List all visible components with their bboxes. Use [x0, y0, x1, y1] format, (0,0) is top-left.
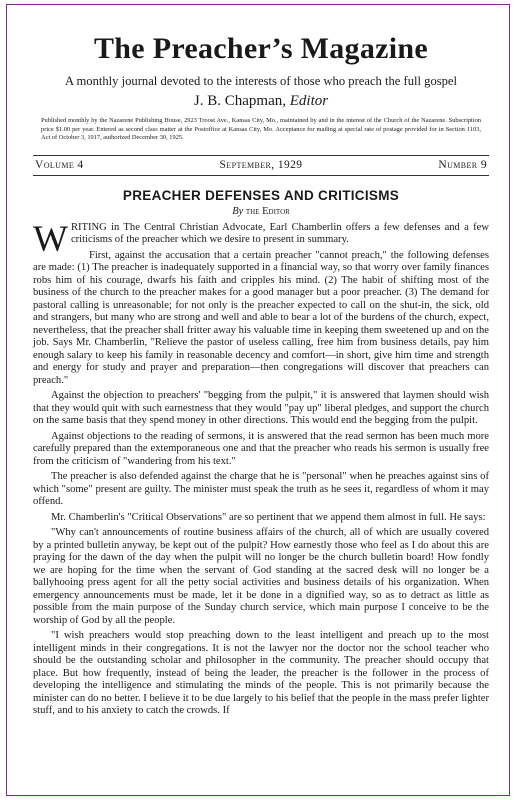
magazine-page	[6, 4, 510, 796]
article-title: PREACHER DEFENSES AND CRITICISMS	[122, 187, 400, 203]
article-paragraph: Against objections to the reading of sermons, it is answered that the read sermon has been much more carefully prepared than the extemporaneous one and that the preacher who reads his sermon is usually free from the criticism of "wandering from his text."	[33, 430, 489, 467]
number-label: Number 9	[438, 159, 487, 172]
magazine-tagline: A monthly journal devoted to the interests of those who preach the full gospel	[64, 74, 458, 88]
paragraph-text: RITING in The Central Christian Advocate, Earl Chamberlin offers a few defenses and a few criticisms of the preacher which we desire to present in summary.	[70, 221, 489, 246]
article-paragraph: Against the objection to preachers' "begging from the pulpit," it is answered that laymen should wish that they would quit with such earnestness that they would "pay up" liberal pledges, and support the church on the same basis that they spend money in other directions. This would end the begging from the pulpit.	[33, 390, 489, 427]
magazine-title: The Preacher’s Magazine	[93, 32, 428, 65]
editor-role: Editor	[289, 93, 329, 109]
article-paragraph	[33, 218, 489, 260]
publication-info: Published monthly by the Nazarene Publishing House, 2923 Troost Ave., Kansas City, Mo., maintained by and in the interest of the Church of the Nazarene. Subscription price $1.00 per year. Entered as second class matter at the Postoffice at Kansas City, Mo. Acceptance for mailing at special rate of postage provided for in Section 1103, Act of October 3, 1917, authorized December 30, 1925.	[41, 117, 481, 142]
article-paragraph: "I wish preachers would stop preaching down to the least intelligent and preach up to the most intelligent minds in their congregations. It is not the lawyer nor the doctor nor the school teacher who should be the outstanding scholar and philosopher in the community. The preacher should occupy that place. But how frequently, instead of being the leader, the preacher is the follower in the process of developing the intelligence and stimulating the minds of the people. This is not primarily because the minister can do no better. I believe it to be due largely to his belief that the people in the mass prefer lighter stuff, and to his anxiety to catch the crowds. If	[33, 630, 489, 717]
article-byline	[33, 205, 489, 218]
issue-bar	[33, 155, 489, 176]
byline-author: the Editor	[245, 205, 290, 217]
article-paragraph: Mr. Chamberlin's "Critical Observations" are so pertinent that we append them almost in full. He says:	[51, 511, 486, 523]
article-paragraph: "Why can't announcements of routine business affairs of the church, all of which are usually covered by a printed bulletin anyway, be kept out of the pulpit? How earnestly those who feel as I do about this are praying for the dawn of the day when the pulpit will no longer be the church bulletin board! How fondly we are hoping for the time when the servant of God standing at the sacred desk will no longer be a ballyhooing press agent for all the petty social activities and business details of his organization. When emergency announcements must be made, let it be done in a dignified way, so as to detract as little as possible from the main purpose of the Sunday church service, which main purpose I conceive to be the worship of God by all the people.	[33, 527, 489, 626]
article-body	[33, 218, 489, 718]
issue-date: September, 1929	[219, 159, 303, 172]
volume-label: Volume 4	[35, 159, 84, 172]
byline-by: By	[232, 205, 244, 217]
article-paragraph: The preacher is also defended against the charge that he is "personal" when he preaches against sins of which "some" present are guilty. The minister must speak the truth as he sees it, regardless of whom it may offend.	[33, 471, 489, 508]
editor-name: J. B. Chapman,	[193, 93, 286, 109]
editor-line	[33, 91, 489, 111]
article-paragraph: First, against the accusation that a certain preacher "cannot preach," the following defenses are made: (1) The preacher is inadequately supported in a financial way, so that worry over family finances robs him of his courage, dwarfs his faith and cripples his mind. (2) The habit of shifting most of the business of the church to the preacher makes for a good manager but a poor preacher. (3) The demand for pastoral calling is unreasonable; for not only is the preacher expected to call on the shut-in, the sick, old and strangers, but many who are strong and well and able to bear a lot of the burdens of the church, expect, nevertheless, that the preacher shall fritter away his valuable time in keeping them sweetened up and on the job. Says Mr. Chamberlin, "Relieve the pastor of useless calling, free him from business details, pay him enough salary to keep his family in reasonable decency and comfort—in short, give him time and strength and energy for study and prayer and preparation—then congregations will discover that preachers can preach."	[33, 249, 489, 386]
drop-cap: W	[33, 218, 68, 260]
